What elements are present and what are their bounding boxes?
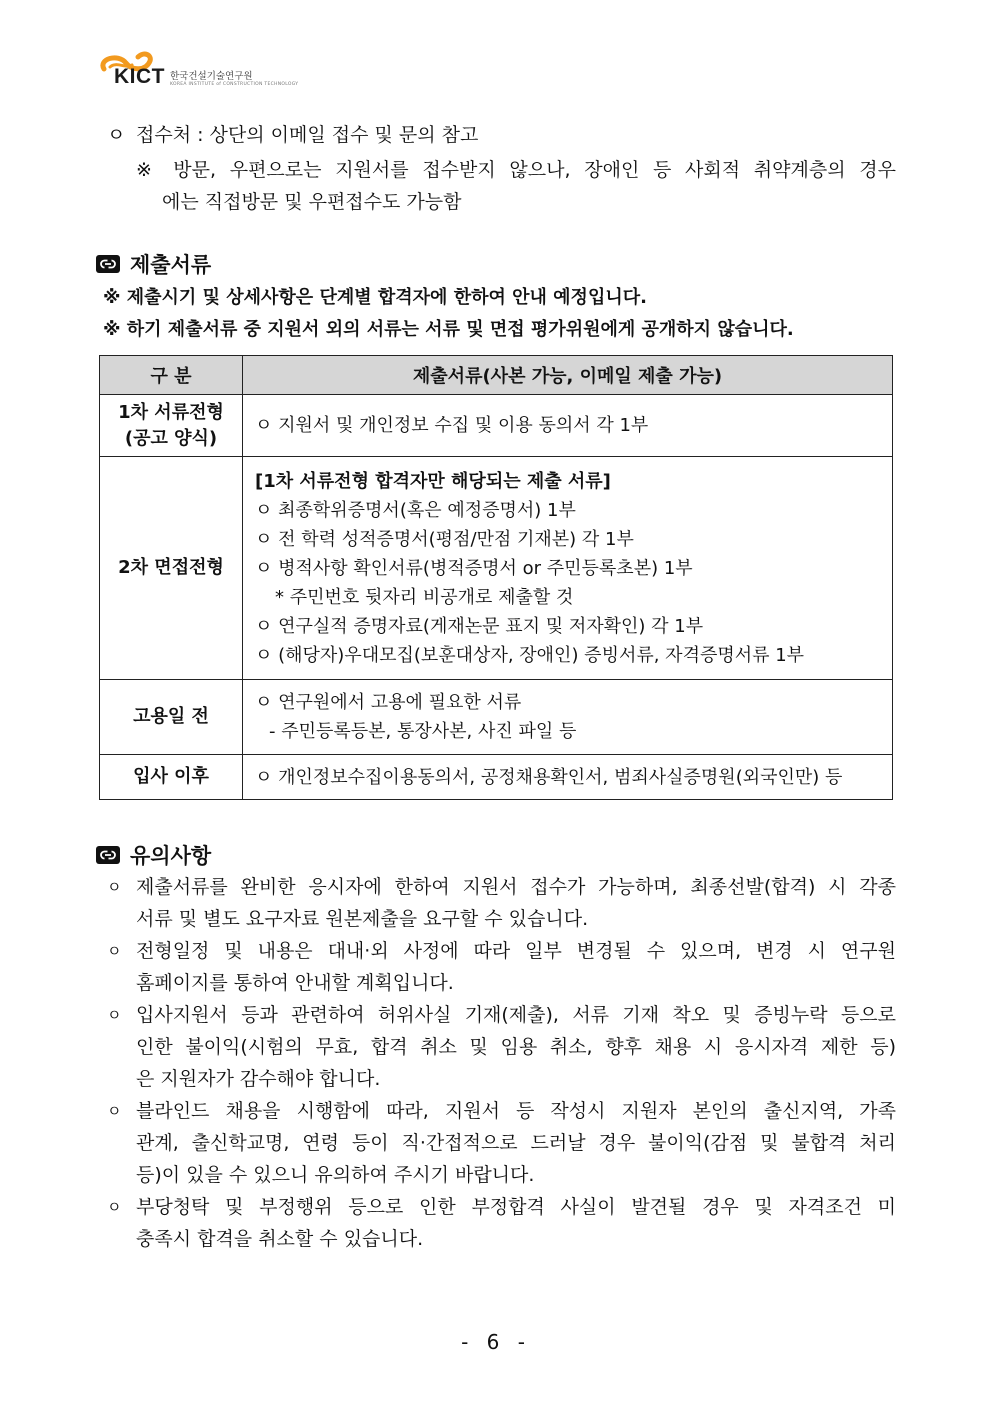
caution-bullet: ㅇ: [107, 878, 122, 896]
table-row: [100, 457, 893, 680]
table-row-category: [100, 680, 243, 755]
table-row-category: [100, 457, 243, 680]
caution-bullet: ㅇ: [107, 1006, 122, 1024]
link-icon: [96, 255, 120, 273]
documents-section-title: 제출서류: [130, 253, 212, 277]
table-row-category: [100, 755, 243, 800]
caution-line: 은 지원자가 감수해야 합니다.: [136, 1068, 381, 1090]
table-item: ㅇ 지원서 및 개인정보 수집 및 이용 동의서 각 1부: [255, 415, 649, 436]
table-row-category: [100, 395, 243, 457]
category-line: 입사 이후: [133, 766, 209, 787]
link-icon: [96, 846, 120, 864]
cautions-section-heading: [96, 840, 211, 870]
intake-note-line1: ※ 방문, 우편으로는 지원서를 접수받지 않으나, 장애인 등 사회적 취약계층의 경우: [136, 159, 896, 181]
caution-bullet: ㅇ: [107, 942, 122, 960]
caution-bullet: ㅇ: [107, 1198, 122, 1216]
table-item: ㅇ 병적사항 확인서류(병적증명서 or 주민등록초본) 1부: [255, 557, 693, 579]
org-name-en: KOREA INSTITUTE of CONSTRUCTION TECHNOLOGY: [170, 82, 299, 87]
table-item: ㅇ 연구실적 증명자료(게재논문 표지 및 저자확인) 각 1부: [255, 615, 704, 637]
caution-line: 충족시 합격을 취소할 수 있습니다.: [136, 1228, 424, 1250]
category-line: 고용일 전: [133, 706, 209, 727]
table-item: ㅇ 개인정보수집이용동의서, 공정채용확인서, 범죄사실증명원(외국인만) 등: [255, 766, 843, 788]
category-line: (공고 양식): [124, 427, 218, 449]
caution-line: 부당청탁 및 부정행위 등으로 인한 부정합격 사실이 발견될 경우 및 자격조건 미: [136, 1196, 896, 1218]
table-row: [100, 755, 893, 800]
org-name-ko: 한국건설기술연구원: [170, 71, 253, 82]
caution-line: 홈페이지를 통하여 안내할 계획입니다.: [136, 972, 454, 994]
caution-line: 입사지원서 등과 관련하여 허위사실 기재(제출), 서류 기재 착오 및 증빙누락 등으로: [136, 1004, 896, 1026]
caution-line: 인한 불이익(시험의 무효, 합격 취소 및 임용 취소, 향후 채용 시 응시자격 제한 등): [136, 1036, 896, 1058]
table-row-items: [243, 395, 893, 457]
documents-notice-1: ※ 제출시기 및 상세사항은 단계별 합격자에 한하여 안내 예정입니다.: [103, 287, 647, 308]
table-item-note: * 주민번호 뒷자리 비공개로 제출할 것: [275, 586, 574, 608]
logo-text: KICT: [114, 65, 165, 88]
table-header-row: [100, 356, 893, 395]
caution-line: 전형일정 및 내용은 대내·외 사정에 따라 일부 변경될 수 있으며, 변경 시 연구원: [136, 940, 896, 962]
category-line: 2차 면접전형: [118, 557, 224, 578]
cautions-section-title: 유의사항: [130, 844, 212, 868]
table-item: ㅇ 연구원에서 고용에 필요한 서류: [255, 692, 522, 713]
documents-notice-2: ※ 하기 제출서류 중 지원서 외의 서류는 서류 및 면접 평가위원에게 공개하지 않습니다.: [103, 319, 794, 340]
org-name: [170, 68, 310, 87]
table-row-items: [243, 680, 893, 755]
caution-bullet: ㅇ: [107, 1102, 122, 1120]
caution-line: 관계, 출신학교명, 연령 등이 직·간접적으로 드러날 경우 불이익(감점 및 불합격 처리: [136, 1132, 896, 1154]
table-item-heading: [1차 서류전형 합격자만 해당되는 제출 서류]: [255, 470, 611, 492]
intake-note-line2: 에는 직접방문 및 우편접수도 가능함: [162, 191, 462, 213]
table-item-note: - 주민등록등본, 통장사본, 사진 파일 등: [269, 721, 577, 742]
table-row: [100, 680, 893, 755]
table-row: [100, 395, 893, 457]
table-item: ㅇ 전 학력 성적증명서(평점/만점 기재본) 각 1부: [255, 528, 634, 550]
documents-section-heading: [96, 249, 211, 279]
intake-bullet: ㅇ: [107, 124, 126, 146]
table-row-items: [243, 457, 893, 680]
caution-line: 블라인드 채용을 시행함에 따라, 지원서 등 작성시 지원자 본인의 출신지역, 가족: [136, 1100, 896, 1122]
table-header-documents: 제출서류(사본 가능, 이메일 제출 가능): [243, 356, 893, 395]
intake-line: 접수처 : 상단의 이메일 접수 및 문의 참고: [136, 124, 479, 146]
table-item: ㅇ 최종학위증명서(혹은 예정증명서) 1부: [255, 499, 576, 521]
table-row-items: [243, 755, 893, 800]
kict-logo: [96, 48, 299, 88]
documents-table: [99, 355, 893, 800]
page-number: - 6 -: [461, 1330, 531, 1354]
caution-line: 등)이 있을 수 있으니 유의하여 주시기 바랍니다.: [136, 1164, 535, 1186]
caution-line: 서류 및 별도 요구자료 원본제출을 요구할 수 있습니다.: [136, 908, 589, 930]
table-item: ㅇ (해당자)우대모집(보훈대상자, 장애인) 증빙서류, 자격증명서류 1부: [255, 644, 805, 666]
table-header-category: 구 분: [100, 356, 243, 395]
caution-line: 제출서류를 완비한 응시자에 한하여 지원서 접수가 가능하며, 최종선발(합격) 시 각종: [136, 876, 896, 898]
logo-mark: [96, 49, 166, 87]
category-line: 1차 서류전형: [118, 401, 224, 423]
